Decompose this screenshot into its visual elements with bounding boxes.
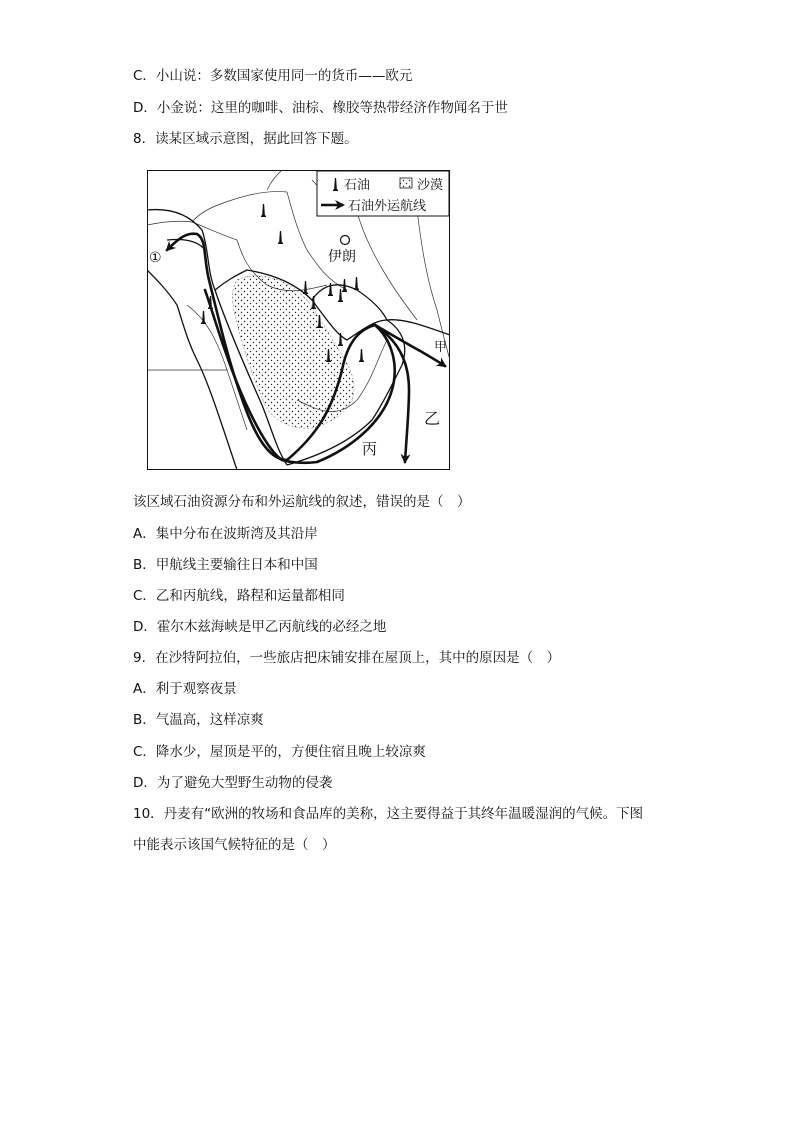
q8-option-b: B．甲航线主要输往日本和中国	[133, 557, 318, 573]
route-yi-label: 乙	[424, 409, 441, 428]
iran-capital-marker	[341, 236, 350, 245]
q8-stem: 8．读某区域示意图，据此回答下题。	[133, 131, 358, 147]
route-1-label: ①	[149, 250, 162, 266]
q9-option-b: B．气温高，这样凉爽	[133, 712, 264, 728]
q9-stem: 9．在沙特阿拉伯，一些旅店把床铺安排在屋顶上，其中的原因是（ ）	[133, 650, 561, 666]
q8-option-d: D．霍尔木兹海峡是甲乙丙航线的必经之地	[133, 619, 387, 635]
q10-stem-line2: 中能表示该国气候特征的是（ ）	[133, 837, 336, 853]
q9-option-d: D．为了避免大型野生动物的侵袭	[133, 775, 333, 791]
q8-option-a: A．集中分布在波斯湾及其沿岸	[133, 526, 318, 542]
route-jia-label: 甲	[434, 340, 448, 355]
q9-option-a: A．利于观察夜景	[133, 681, 237, 697]
q10-stem-line1: 10．丹麦有“欧洲的牧场和食品库的美称，这主要得益于其终年温暖湿润的气候。下图	[133, 806, 644, 822]
route-bing-label: 丙	[362, 440, 378, 458]
legend-oil-label: 石油	[344, 178, 371, 193]
legend-desert-label: 沙漠	[417, 178, 444, 193]
desert-area	[233, 276, 354, 429]
q8-question: 该区域石油资源分布和外运航线的叙述，错误的是（ ）	[133, 494, 471, 510]
q7-option-d: D．小金说：这里的咖啡、油棕、橡胶等热带经济作物闻名于世	[133, 100, 508, 116]
q7-option-c: C．小山说：多数国家使用同一的货币——欧元	[133, 68, 413, 84]
iran-label: 伊朗	[328, 249, 356, 265]
middle-east-map	[147, 170, 450, 470]
q8-option-c: C．乙和丙航线，路程和运量都相同	[133, 588, 345, 604]
map-legend	[317, 171, 449, 216]
legend-route-label: 石油外运航线	[348, 199, 427, 214]
q9-option-c: C．降水少，屋顶是平的，方便住宿且晚上较凉爽	[133, 744, 426, 760]
